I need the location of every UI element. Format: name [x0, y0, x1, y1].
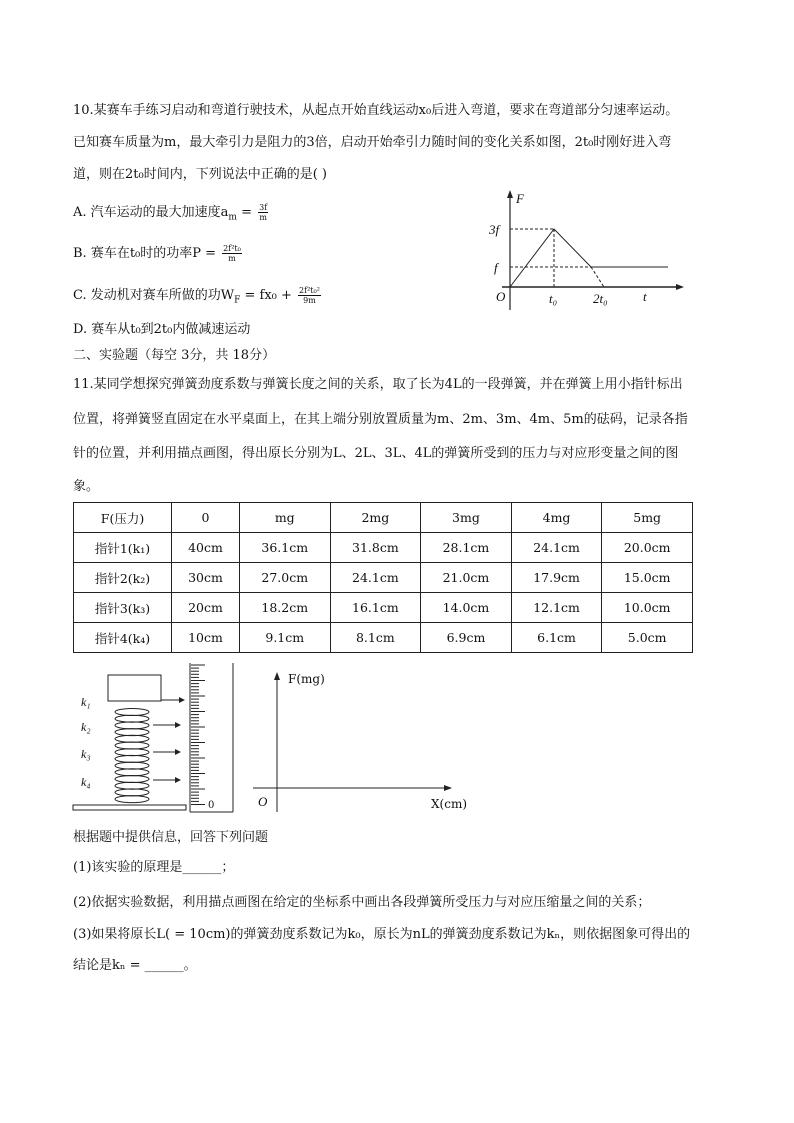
- table-cell: 10cm: [172, 623, 240, 653]
- q11-line-1: 11.某同学想探究弹簧劲度系数与弹簧长度之间的关系，取了长为4L的一段弹簧，并在弹簧上用小指针标出: [73, 377, 683, 392]
- table-cell: 27.0cm: [239, 563, 330, 593]
- table-cell: 20.0cm: [602, 533, 693, 563]
- graph-tick-3f: 3f: [489, 222, 500, 237]
- graph-origin: O: [258, 794, 268, 809]
- spring-coil: [115, 796, 149, 803]
- denominator: m: [259, 213, 267, 222]
- header-cell: 3mg: [421, 503, 512, 533]
- table-cell: 21.0cm: [421, 563, 512, 593]
- option-c-sub: F: [234, 295, 241, 306]
- k1-label: k₁: [81, 695, 91, 709]
- graph-y-label: F(mg): [288, 672, 325, 686]
- spring-coil: [115, 762, 149, 769]
- section-title: 二、实验题（每空 3分，共 18分）: [73, 348, 276, 363]
- graph-x-label: t: [643, 289, 647, 304]
- arrow-icon: [175, 749, 181, 755]
- numerator: 3f: [259, 203, 268, 212]
- graph-tick-f: f: [494, 260, 498, 275]
- spring-coils: [115, 709, 149, 803]
- table-cell: 8.1cm: [330, 623, 421, 653]
- table-cell: 9.1cm: [239, 623, 330, 653]
- q10-line-2: 已知赛车质量为m，最大牵引力是阻力的3倍，启动开始牵引力随时间的变化关系如图，2t₀时刚好进入弯: [73, 135, 672, 150]
- numerator: 2f²t₀²: [299, 286, 320, 295]
- table-plate: [73, 805, 186, 810]
- row-label: 指针3(k₃): [74, 593, 172, 623]
- table-cell: 10.0cm: [602, 593, 693, 623]
- graph-y-label: F: [516, 191, 524, 206]
- option-c-eq: = fx₀ +: [240, 288, 297, 303]
- table-cell: 36.1cm: [239, 533, 330, 563]
- k2-label: k₂: [81, 720, 91, 734]
- header-cell: F(压力): [74, 503, 172, 533]
- spring-coil: [115, 722, 149, 729]
- k3-label: k₃: [81, 747, 91, 761]
- table-cell: 15.0cm: [602, 563, 693, 593]
- spring-coil: [115, 742, 149, 749]
- q11-prompt: 根据题中提供信息，回答下列问题: [73, 830, 269, 845]
- option-c-text: C. 发动机对赛车所做的功W: [73, 288, 235, 303]
- spring-coil: [115, 729, 149, 736]
- arrow-icon: [175, 722, 181, 728]
- spring-coil: [115, 755, 149, 762]
- q10-line-1: 10.某赛车手练习启动和弯道行驶技术，从起点开始直线运动x₀后进入弯道，要求在弯道部分匀速率运动。: [73, 103, 679, 118]
- table-cell: 31.8cm: [330, 533, 421, 563]
- table-cell: 6.1cm: [511, 623, 602, 653]
- denominator: m: [228, 254, 236, 263]
- q11-line-3: 针的位置，并利用描点画图，得出原长分别为L、2L、3L、4L的弹簧所受到的压力与对应形变量之间的图: [73, 446, 679, 461]
- row-label: 指针4(k₄): [74, 623, 172, 653]
- arrow-icon: [175, 777, 181, 783]
- arrow-icon: [274, 672, 280, 680]
- option-a-eq: =: [236, 205, 257, 220]
- spring-coil: [115, 769, 149, 776]
- graph-x-label: X(cm): [431, 797, 468, 811]
- q11-part-3: (3)如果将原长L( = 10cm)的弹簧劲度系数记为k₀，原长为nL的弹簧劲度系数记为kₙ，则依据图象可得出的: [73, 927, 691, 942]
- table-cell: 6.9cm: [421, 623, 512, 653]
- table-cell: 16.1cm: [330, 593, 421, 623]
- option-a-sub: m: [228, 212, 237, 223]
- q11-line-4: 象。: [73, 479, 100, 494]
- option-d-text: D. 赛车从t₀到2t₀内做减速运动: [73, 322, 251, 337]
- denominator: 9m: [303, 296, 316, 305]
- header-cell: 2mg: [330, 503, 421, 533]
- row-label: 指针2(k₂): [74, 563, 172, 593]
- row-label: 指针1(k₁): [74, 533, 172, 563]
- spring-coil: [115, 709, 149, 716]
- spring-coil: [115, 789, 149, 796]
- table-cell: 28.1cm: [421, 533, 512, 563]
- ruler-zero: 0: [208, 800, 215, 811]
- table-cell: 24.1cm: [511, 533, 602, 563]
- table-cell: 5.0cm: [602, 623, 693, 653]
- q11-part-1[interactable]: (1)该实验的原理是______；: [73, 860, 235, 875]
- option-b-text: B. 赛车在t₀时的功率P =: [73, 246, 221, 261]
- numerator: 2f²t₀: [223, 244, 241, 253]
- q10-line-3: 道，则在2t₀时间内，下列说法中正确的是( ): [73, 167, 327, 182]
- spring-coil: [115, 782, 149, 789]
- spring-coil: [115, 715, 149, 722]
- table-cell: 30cm: [172, 563, 240, 593]
- table-cell: 40cm: [172, 533, 240, 563]
- table-cell: 14.0cm: [421, 593, 512, 623]
- graph-origin: O: [496, 289, 506, 304]
- header-cell: 0: [172, 503, 240, 533]
- graph-tick-2t0: 2t₀: [593, 291, 608, 306]
- header-cell: mg: [239, 503, 330, 533]
- table-cell: 18.2cm: [239, 593, 330, 623]
- weight-block: [108, 675, 161, 701]
- q11-line-2: 位置，将弹簧竖直固定在水平桌面上，在其上端分别放置质量为m、2m、3m、4m、5m的砝码，记录各指: [73, 412, 688, 427]
- table-cell: 20cm: [172, 593, 240, 623]
- header-cell: 4mg: [511, 503, 602, 533]
- table-cell: 12.1cm: [511, 593, 602, 623]
- spring-coil: [115, 735, 149, 742]
- table-cell: 17.9cm: [511, 563, 602, 593]
- arrow-icon: [444, 785, 452, 791]
- header-cell: 5mg: [602, 503, 693, 533]
- q11-part-2: (2)依据实验数据，利用描点画图在给定的坐标系中画出各段弹簧所受压力与对应压缩量之间的关系；: [73, 895, 651, 910]
- option-a-text: A. 汽车运动的最大加速度a: [73, 205, 229, 220]
- q11-part-3-answer[interactable]: 结论是kₙ = ______。: [73, 958, 197, 973]
- spring-coil: [115, 776, 149, 783]
- k4-label: k₄: [81, 775, 91, 789]
- ruler-ticks: [191, 665, 205, 805]
- arrow-icon: [179, 697, 185, 703]
- spring-coil: [115, 749, 149, 756]
- graph-tick-t0: t₀: [549, 291, 558, 306]
- table-cell: 24.1cm: [330, 563, 421, 593]
